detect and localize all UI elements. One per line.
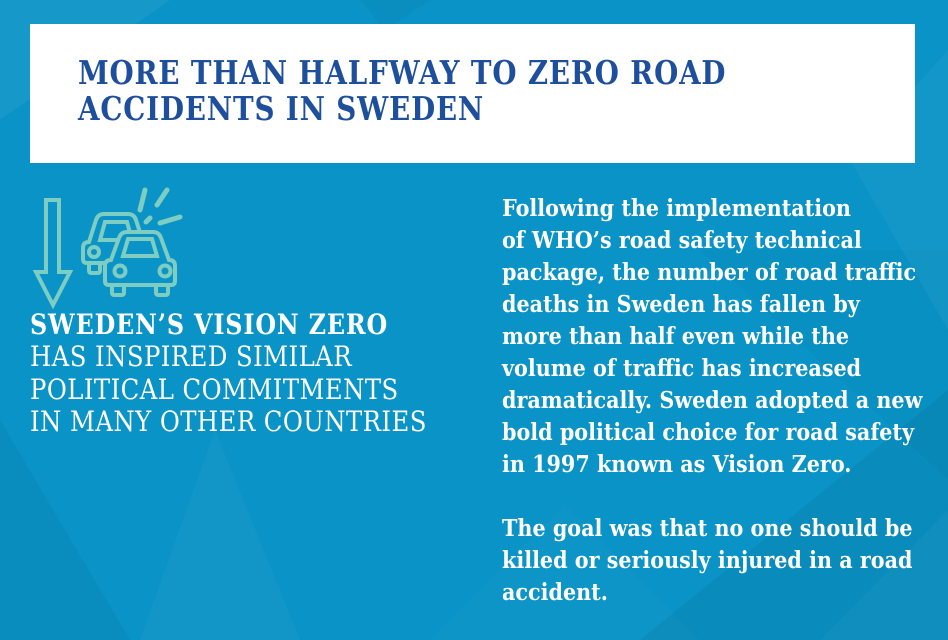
car-crash-down-arrow-icon <box>30 186 220 320</box>
para1-line-2: of WHO’s road safety technical <box>502 227 862 254</box>
body-text-column <box>502 193 934 609</box>
slide-title-line-1: MORE THAN HALFWAY TO ZERO ROAD <box>78 53 727 92</box>
body-paragraph-2 <box>502 513 934 609</box>
para1-line-9: in 1997 known as Vision Zero. <box>502 451 852 478</box>
para1-line-7: dramatically. Sweden adopted a new <box>502 387 923 414</box>
para1-line-3: package, the number of road traffic <box>502 259 917 286</box>
body-paragraph-1 <box>502 193 934 481</box>
para1-line-6: volume of traffic has increased <box>502 355 862 382</box>
para1-line-8: bold political choice for road safety <box>502 419 915 446</box>
para1-line-1: Following the implementation <box>502 195 851 222</box>
vision-zero-heading: SWEDEN’S VISION ZERO <box>30 308 389 341</box>
header-band <box>30 24 915 163</box>
slide-title-line-2: ACCIDENTS IN SWEDEN <box>78 89 485 128</box>
impact-lines-icon <box>140 190 180 223</box>
para1-line-5: more than half even while the <box>502 323 850 350</box>
para1-line-4: deaths in Sweden has fallen by <box>502 291 860 318</box>
subheading-line-3: IN MANY OTHER COUNTRIES <box>30 405 427 438</box>
road-accidents-decline-icon <box>30 186 220 320</box>
para2-line-2: killed or seriously injured in a road <box>502 547 913 574</box>
down-arrow-icon <box>36 200 70 305</box>
para2-line-1: The goal was that no one should be <box>502 515 913 542</box>
vision-zero-subheading <box>30 341 427 439</box>
subheading-line-1: HAS INSPIRED SIMILAR <box>30 340 352 373</box>
para2-line-3: accident. <box>502 579 608 606</box>
slide-title <box>78 55 726 127</box>
subheading-line-2: POLITICAL COMMITMENTS <box>30 372 399 406</box>
